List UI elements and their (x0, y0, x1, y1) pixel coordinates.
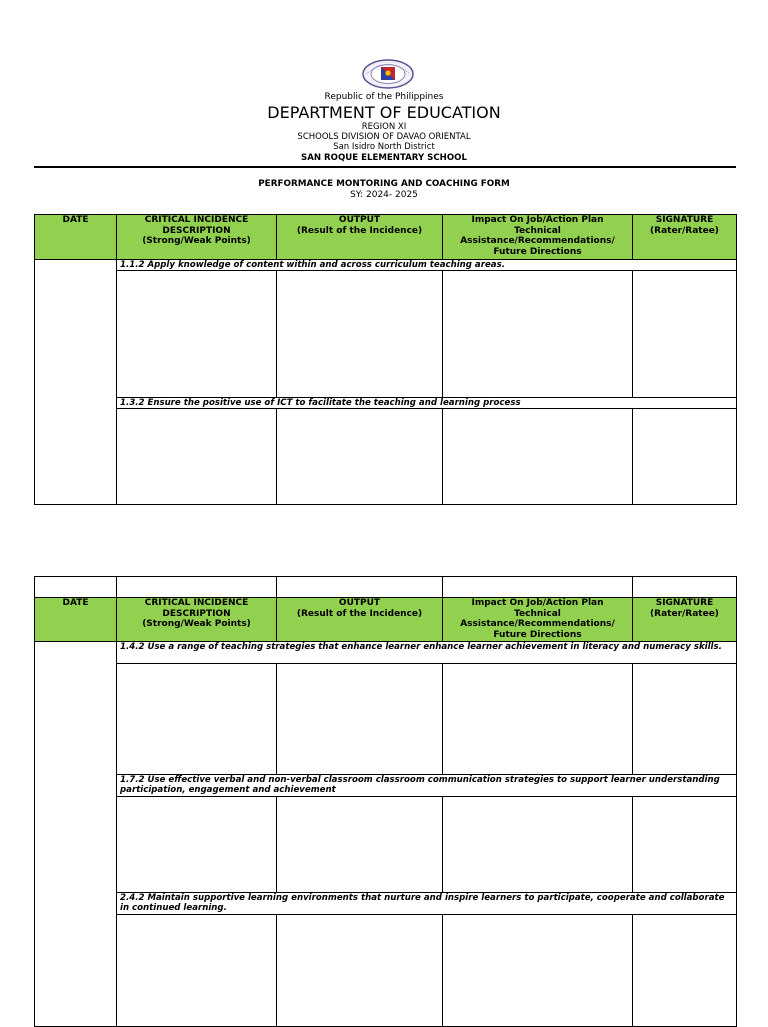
critical-incidence-cell[interactable] (117, 664, 277, 775)
indicator-label: 1.1.2 Apply knowledge of content within and across curriculum teaching areas. (117, 260, 737, 271)
indicator-label: 1.7.2 Use effective verbal and non-verbal classroom classroom communication strategies to support learner understanding participation, engagement and achievement (117, 775, 737, 797)
output-cell[interactable] (277, 409, 443, 505)
table-row (35, 915, 737, 1027)
impact-cell[interactable] (443, 664, 633, 775)
form-title: PERFORMANCE MONTORING AND COACHING FORM (258, 179, 510, 189)
header-output: OUTPUT (Result of the Incidence) (277, 598, 443, 642)
critical-incidence-cell[interactable] (117, 797, 277, 893)
date-cell[interactable] (35, 642, 117, 1027)
signature-cell[interactable] (633, 915, 737, 1027)
school-year: SY: 2024- 2025 (350, 190, 418, 200)
table-row (35, 271, 737, 398)
impact-cell[interactable] (443, 409, 633, 505)
table-header-row (35, 598, 737, 642)
signature-cell[interactable] (633, 664, 737, 775)
header-signature: SIGNATURE (Rater/Ratee) (633, 215, 737, 260)
header-output: OUTPUT (Result of the Incidence) (277, 215, 443, 260)
signature-cell[interactable] (633, 797, 737, 893)
header-impact: Impact On Job/Action Plan Technical Assistance/Recommendations/ Future Directions (443, 215, 633, 260)
output-cell[interactable] (277, 797, 443, 893)
signature-cell[interactable] (633, 409, 737, 505)
blank-cell[interactable] (35, 577, 117, 598)
coaching-table-2 (34, 576, 737, 1027)
critical-incidence-cell[interactable] (117, 271, 277, 398)
header-impact: Impact On Job/Action Plan Technical Assistance/Recommendations/ Future Directions (443, 598, 633, 642)
header-critical-incidence: CRITICAL INCIDENCE DESCRIPTION (Strong/Weak Points) (117, 215, 277, 260)
header-critical-incidence: CRITICAL INCIDENCE DESCRIPTION (Strong/Weak Points) (117, 598, 277, 642)
header-date: DATE (35, 598, 117, 642)
blank-cell[interactable] (277, 577, 443, 598)
table-row (35, 664, 737, 775)
output-cell[interactable] (277, 271, 443, 398)
blank-cell[interactable] (443, 577, 633, 598)
table-header-row (35, 215, 737, 260)
indicator-label: 2.4.2 Maintain supportive learning environments that nurture and inspire learners to participate, cooperate and collaborate in continued learning. (117, 893, 737, 915)
blank-cell[interactable] (117, 577, 277, 598)
output-cell[interactable] (277, 664, 443, 775)
date-cell[interactable] (35, 260, 117, 505)
critical-incidence-cell[interactable] (117, 409, 277, 505)
deped-seal-logo (361, 59, 415, 89)
impact-cell[interactable] (443, 797, 633, 893)
district-text: San Isidro North District (333, 142, 435, 152)
republic-text: Republic of the Philippines (324, 92, 444, 102)
header-date: DATE (35, 215, 117, 260)
header-divider (34, 166, 736, 168)
blank-cell[interactable] (633, 577, 737, 598)
indicator-label: 1.4.2 Use a range of teaching strategies that enhance learner enhance learner achievement in literacy and numeracy skills. (117, 642, 737, 664)
coaching-table-1 (34, 214, 737, 505)
department-title: DEPARTMENT OF EDUCATION (267, 103, 501, 122)
indicator-label: 1.3.2 Ensure the positive use of ICT to facilitate the teaching and learning process (117, 398, 737, 409)
signature-cell[interactable] (633, 271, 737, 398)
school-name: SAN ROQUE ELEMENTARY SCHOOL (301, 153, 467, 163)
header-signature: SIGNATURE (Rater/Ratee) (633, 598, 737, 642)
region-text: REGION XI (361, 122, 407, 132)
table-row (35, 577, 737, 598)
output-cell[interactable] (277, 915, 443, 1027)
impact-cell[interactable] (443, 915, 633, 1027)
table-row (35, 409, 737, 505)
impact-cell[interactable] (443, 271, 633, 398)
table-row (35, 797, 737, 893)
critical-incidence-cell[interactable] (117, 915, 277, 1027)
division-text: SCHOOLS DIVISION OF DAVAO ORIENTAL (297, 132, 471, 142)
